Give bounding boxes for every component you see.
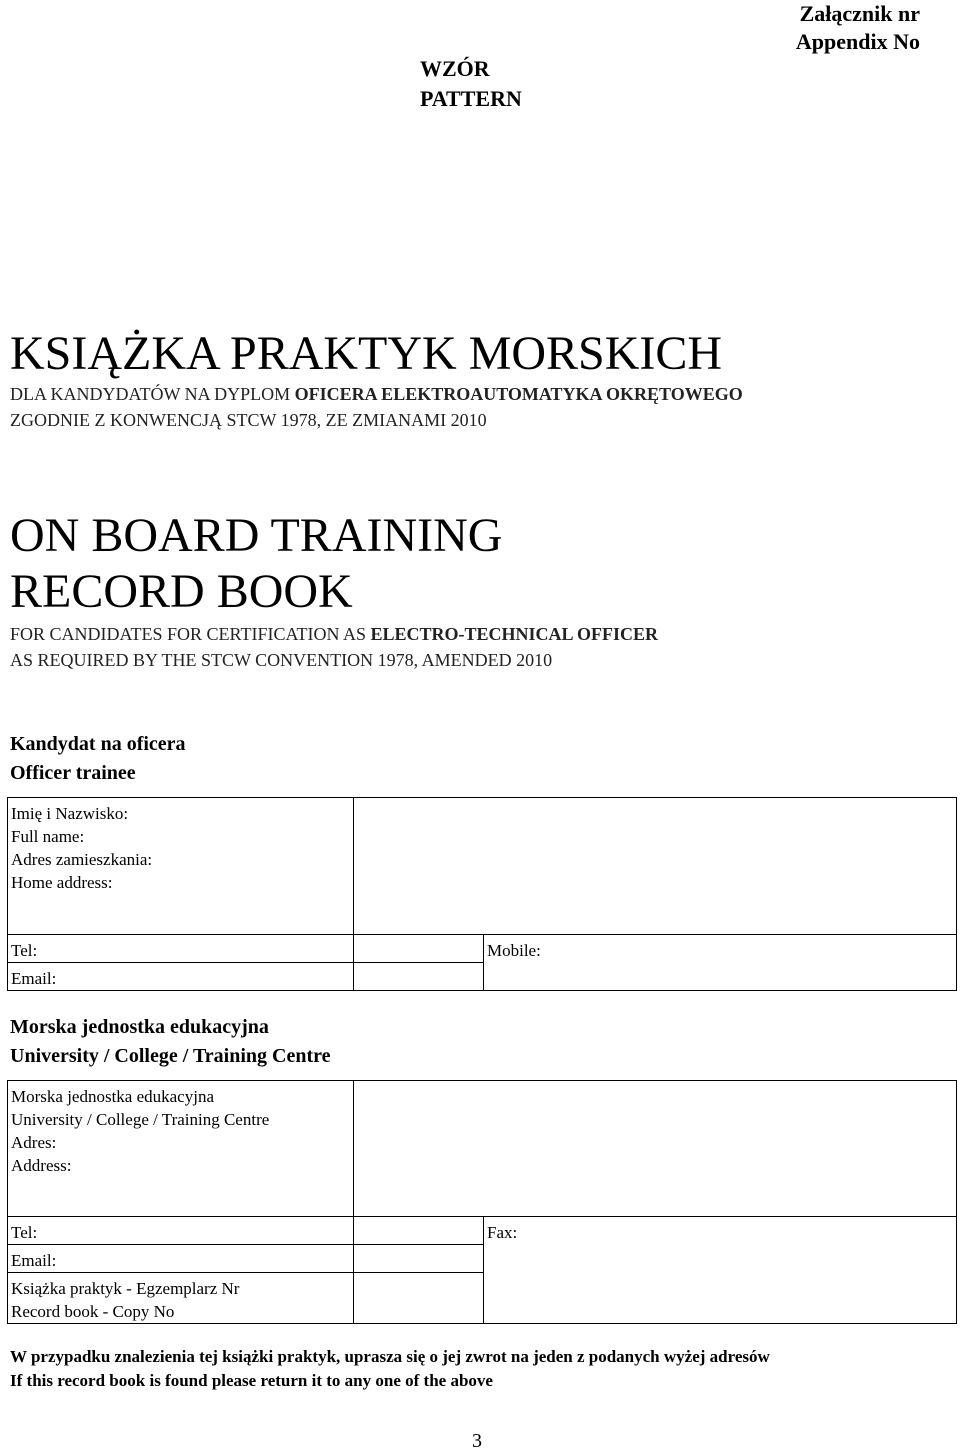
title-pl-line1-prefix: DLA KANDYDATÓW NA DYPLOM bbox=[10, 384, 295, 404]
title-pl-line1-bold: OFICERA ELEKTROAUTOMATYKA OKRĘTOWEGO bbox=[294, 384, 743, 404]
title-pl-line2: ZGODNIE Z KONWENCJĄ STCW 1978, ZE ZMIANAMI 2010 bbox=[10, 410, 487, 430]
institution-address-en: Address: bbox=[11, 1156, 72, 1175]
return-notice-en: If this record book is found please return it to any one of the above bbox=[10, 1371, 493, 1390]
page-number: 3 bbox=[472, 1430, 482, 1452]
pattern-label bbox=[420, 54, 522, 114]
record-copy-en: Record book - Copy No bbox=[11, 1302, 175, 1321]
appendix-label bbox=[796, 0, 920, 56]
trainee-name-pl: Imię i Nazwisko: bbox=[11, 804, 129, 823]
pattern-pl: WZÓR bbox=[420, 56, 490, 81]
title-en-main1: ON BOARD TRAINING bbox=[10, 509, 503, 562]
return-notice-pl: W przypadku znalezienia tej książki praktyk, uprasza się o jej zwrot na jeden z podanych wyżej adresów bbox=[10, 1347, 770, 1366]
title-en-main2: RECORD BOOK bbox=[10, 565, 353, 618]
institution-details-field[interactable] bbox=[354, 1081, 957, 1217]
pattern-en: PATTERN bbox=[420, 86, 522, 111]
trainee-labels-cell bbox=[8, 798, 354, 935]
title-en-line1-bold: ELECTRO-TECHNICAL OFFICER bbox=[370, 624, 659, 644]
institution-labels-cell bbox=[8, 1081, 354, 1217]
record-copy-field[interactable] bbox=[354, 1273, 484, 1324]
trainee-email-field[interactable] bbox=[354, 963, 484, 991]
title-en-line1-prefix: FOR CANDIDATES FOR CERTIFICATION AS bbox=[10, 624, 371, 644]
trainee-tel-label: Tel: bbox=[8, 935, 354, 963]
trainee-name-en: Full name: bbox=[11, 827, 85, 846]
institution-tel-label: Tel: bbox=[8, 1217, 354, 1245]
appendix-en: Appendix No bbox=[795, 29, 920, 54]
institution-tel-field[interactable] bbox=[354, 1217, 484, 1245]
trainee-email-label: Email: bbox=[8, 963, 354, 991]
title-pl-line1 bbox=[10, 382, 743, 406]
institution-heading-pl: Morska jednostka edukacyjna bbox=[10, 1016, 269, 1038]
trainee-form bbox=[7, 797, 957, 991]
institution-form bbox=[7, 1080, 957, 1324]
title-en-line2: AS REQUIRED BY THE STCW CONVENTION 1978, AMENDED 2010 bbox=[10, 650, 553, 670]
trainee-details-field[interactable] bbox=[354, 798, 957, 935]
record-copy-labels bbox=[8, 1273, 354, 1324]
trainee-heading-pl: Kandydat na oficera bbox=[10, 733, 186, 755]
institution-name-pl: Morska jednostka edukacyjna bbox=[11, 1087, 214, 1106]
institution-email-field[interactable] bbox=[354, 1245, 484, 1273]
institution-heading-en: University / College / Training Centre bbox=[10, 1045, 331, 1067]
trainee-address-pl: Adres zamieszkania: bbox=[11, 850, 153, 869]
institution-name-en: University / College / Training Centre bbox=[11, 1110, 270, 1129]
trainee-mobile-label[interactable]: Mobile: bbox=[484, 935, 957, 991]
title-pl-main: KSIĄŻKA PRAKTYK MORSKICH bbox=[10, 327, 723, 380]
institution-fax-label[interactable]: Fax: bbox=[484, 1217, 957, 1324]
appendix-pl: Załącznik nr bbox=[799, 1, 920, 26]
record-copy-pl: Książka praktyk - Egzemplarz Nr bbox=[11, 1279, 240, 1298]
trainee-address-en: Home address: bbox=[11, 873, 113, 892]
institution-email-label: Email: bbox=[8, 1245, 354, 1273]
trainee-tel-field[interactable] bbox=[354, 935, 484, 963]
title-en-line1 bbox=[10, 622, 658, 646]
trainee-heading-en: Officer trainee bbox=[10, 762, 136, 784]
institution-address-pl: Adres: bbox=[11, 1133, 57, 1152]
